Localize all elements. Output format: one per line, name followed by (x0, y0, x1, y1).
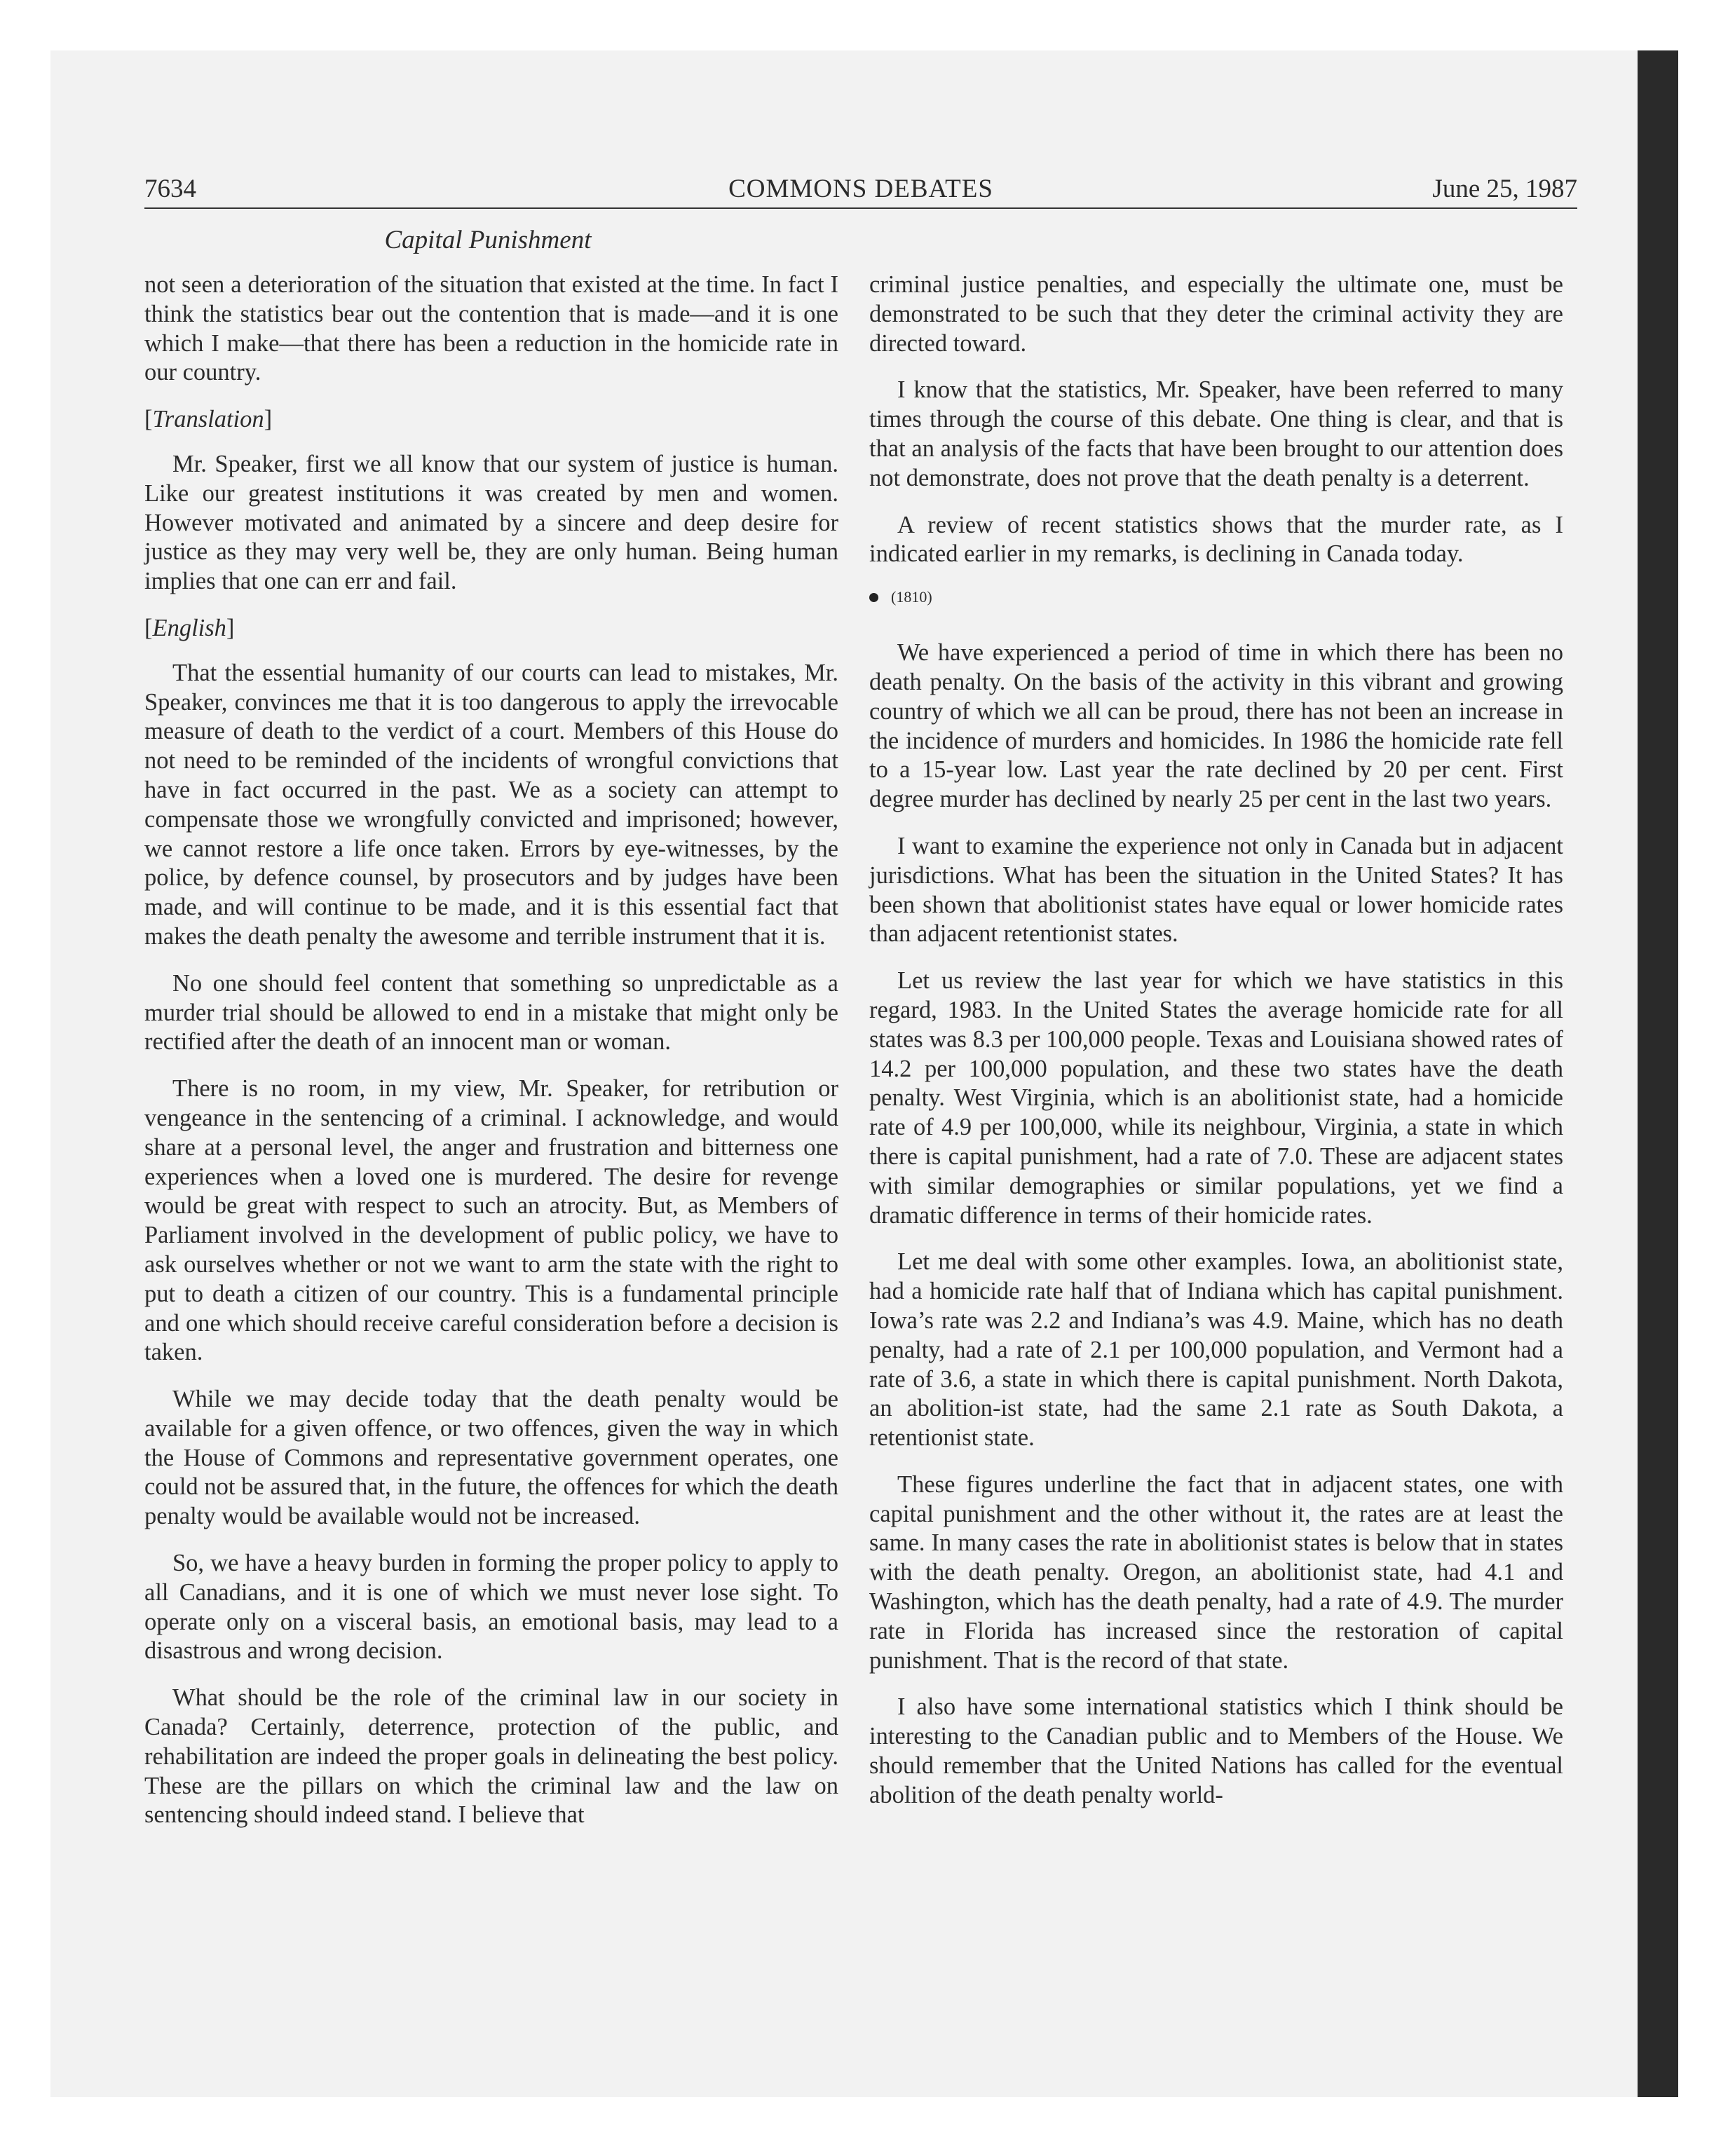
section-title: Capital Punishment (384, 226, 592, 254)
paragraph: Mr. Speaker, first we all know that our system of justice is human. Like our greatest institutions it was created by men and women. However motivated and animated by a sincere and deep desire for justice as they may very well be, they are only human. Being human implies that one can err and fail. (144, 450, 838, 595)
page-number: 7634 (144, 175, 196, 203)
language-label: English (152, 614, 226, 641)
page-header (144, 171, 1577, 209)
paragraph: I also have some international statistics which I think should be interesting to the Canadian public and to Members of the House. We should remember that the United Nations has called for the eventual abolition of the death penalty world- (869, 1693, 1563, 1808)
time-marker-label: (1810) (891, 588, 932, 606)
paragraph: There is no room, in my view, Mr. Speaker, for retribution or vengeance in the sentencing of a criminal. I acknowledge, and would share at a personal level, the anger and frustration and bitterness one experiences when a loved one is murdered. The desire for revenge would be great with respect to such an atrocity. But, as Members of Parliament involved in the development of public policy, we have to ask ourselves whether or not we want to arm the state with the right to put to death a citizen of our country. This is a fundamental principle and one which should receive careful consideration before a decision is taken. (144, 1075, 838, 1366)
paragraph: So, we have a heavy burden in forming the proper policy to apply to all Canadians, and it is one of which we must never lose sight. To operate only on a visceral basis, an emotional basis, may lead to a disastrous and wrong decision. (144, 1550, 838, 1665)
publication-title: COMMONS DEBATES (728, 175, 993, 203)
paragraph: I know that the statistics, Mr. Speaker, have been referred to many times through the course of this debate. One thing is clear, and that is that an analysis of the facts that have been brought to our attention does not demonstrate, does not prove that the death penalty is a deterrent. (869, 376, 1563, 491)
language-note: [English] (144, 614, 235, 641)
bullet-icon (869, 593, 878, 602)
paragraph: No one should feel content that something so unpredictable as a murder trial should be allowed to end in a mistake that might only be rectified after the death of an innocent man or woman. (144, 969, 838, 1056)
time-marker (869, 587, 1563, 608)
paragraph: What should be the role of the criminal law in our society in Canada? Certainly, deterrence, protection of the public, and rehabilitation are indeed the proper goals in delineating the best policy. These are the pillars on which the criminal law and the law on sentencing should indeed stand. I believe that (144, 1684, 838, 1829)
language-note: [Translation] (144, 406, 273, 433)
paragraph: not seen a deterioration of the situation that existed at the time. In fact I think the statistics bear out the contention that is made—and it is one which I make—that there has been a reduction in the homicide rate in our country. (144, 271, 838, 386)
publication-date: June 25, 1987 (1432, 175, 1577, 203)
paragraph: These figures underline the fact that in adjacent states, one with capital punishment and the other without it, the rates are at least the same. In many cases the rate in abolitionist states is below that in states with the death penalty. Oregon, an abolitionist state, had 4.1 and Washington, which has the death penalty, had a rate of 4.9. The murder rate in Florida has increased since the restoration of capital punishment. That is the record of that state. (869, 1471, 1563, 1674)
paragraph: Let me deal with some other examples. Iowa, an abolitionist state, had a homicide rate half that of Indiana which has capital punishment. Iowa’s rate was 2.2 and Indiana’s was 4.9. Maine, which has no death penalty, had a rate of 2.1 per 100,000 population, and Vermont had a rate of 3.6, a state in which there is capital punishment. North Dakota, an abolition-ist state, had the same 2.1 rate as South Dakota, a retentionist state. (869, 1248, 1563, 1452)
paragraph: criminal justice penalties, and especially the ultimate one, must be demonstrated to be such that they deter the criminal activity they are directed toward. (869, 271, 1563, 357)
paragraph: We have experienced a period of time in which there has been no death penalty. On the basis of the activity in this vibrant and growing country of which we all can be proud, there has not been an increase in the incidence of murders and homicides. In 1986 the homicide rate fell to a 15-year low. Last year the rate declined by 20 per cent. First degree murder has declined by nearly 25 per cent in the last two years. (869, 639, 1563, 813)
paragraph: A review of recent statistics shows that the murder rate, as I indicated earlier in my remarks, is declining in Canada today. (869, 511, 1563, 568)
right-column (869, 271, 1563, 1828)
paragraph: Let us review the last year for which we have statistics in this regard, 1983. In the United States the average homicide rate for all states was 8.3 per 100,000 people. Texas and Louisiana showed rates of 14.2 per 100,000 population, and these two states have the death penalty. West Virginia, which is an abolitionist state, had a homicide rate of 4.9 per 100,000, while its neighbour, Virginia, a state in which there is capital punishment, had a rate of 7.0. These are adjacent states with similar demographies or similar populations, yet we find a dramatic difference in terms of their homicide rates. (869, 967, 1563, 1229)
paragraph: While we may decide today that the death penalty would be available for a given offence, or two offences, given the way in which the House of Commons and representative government operates, one could not be assured that, in the future, the offences for which the death penalty would be available would not be increased. (144, 1386, 838, 1530)
left-column (144, 271, 838, 1848)
paragraph: I want to examine the experience not only in Canada but in adjacent jurisdictions. What has been the situation in the United States? It has been shown that abolitionist states have equal or lower homicide rates than adjacent retentionist states. (869, 832, 1563, 948)
language-label: Translation (152, 406, 264, 433)
scan-edge (1638, 50, 1678, 2097)
paragraph: That the essential humanity of our courts can lead to mistakes, Mr. Speaker, convinces me that it is too dangerous to apply the irrevocable measure of death to the verdict of a court. Members of this House do not need to be reminded of the incidents of wrongful convictions that have in fact occurred in the past. We as a society can attempt to compensate those we wrongfully convicted and imprisoned; however, we cannot restore a life once taken. Errors by eye-witnesses, by the police, by defence counsel, by prosecutors and by judges have been made, and will continue to be made, and it is this essential fact that makes the death penalty the awesome and terrible instrument that it is. (144, 659, 838, 950)
